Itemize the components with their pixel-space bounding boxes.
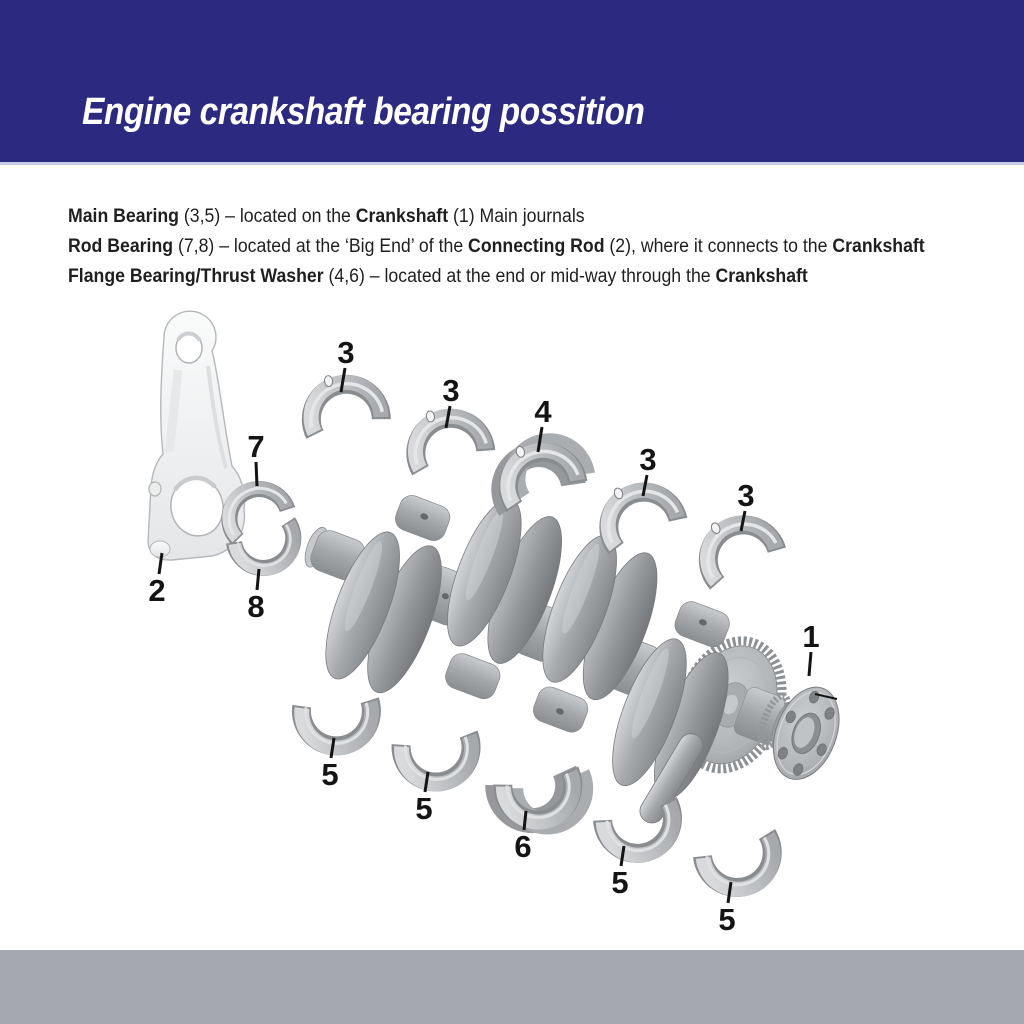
main-bearing-shell-lower-2 [400,728,479,791]
main-bearing-shell-upper-4 [692,503,781,584]
part-number: 3 [337,335,355,370]
description-line: Main Bearing (3,5) – located on the Crankshaft (1) Main journals [68,206,585,227]
part-number: 3 [639,442,657,477]
rod-bolt-hole [149,482,161,496]
flange-bearing-shell-lower [496,761,591,836]
main-bearing-shell-lower-1 [300,694,377,753]
leader-line [524,811,526,830]
description-line: Flange Bearing/Thrust Washer (4,6) – located at the end or mid-way through the Crankshaft [68,266,808,287]
part-number: 5 [611,865,629,900]
part-number: 4 [534,394,552,429]
part-number: 2 [148,573,166,608]
leader-line [256,462,257,486]
part-label-rod-bearing-lower [247,569,264,624]
footer-band [0,950,1024,1024]
part-number: 5 [415,791,433,826]
leader-line [257,569,259,590]
part-number: 3 [442,373,460,408]
part-label-connecting-rod [148,553,165,608]
part-label-rod-bearing-upper [247,429,264,486]
part-number: 8 [247,589,265,624]
part-number: 1 [802,619,820,654]
page-title: Engine crankshaft bearing possition [82,91,645,133]
description-line: Rod Bearing (7,8) – located at the ‘Big End’ of the Connecting Rod (2), where it connects to the Crankshaft [68,236,925,257]
part-number: 6 [514,829,532,864]
part-number: 3 [737,478,755,513]
part-number: 7 [247,429,265,464]
main-bearing-shell-upper-3 [595,472,682,550]
part-number: 5 [321,757,339,792]
part-number: 5 [718,902,736,937]
rod-cap-tip [150,541,170,557]
leader-line [809,652,811,676]
main-bearing-shell-lower-4 [701,828,784,900]
